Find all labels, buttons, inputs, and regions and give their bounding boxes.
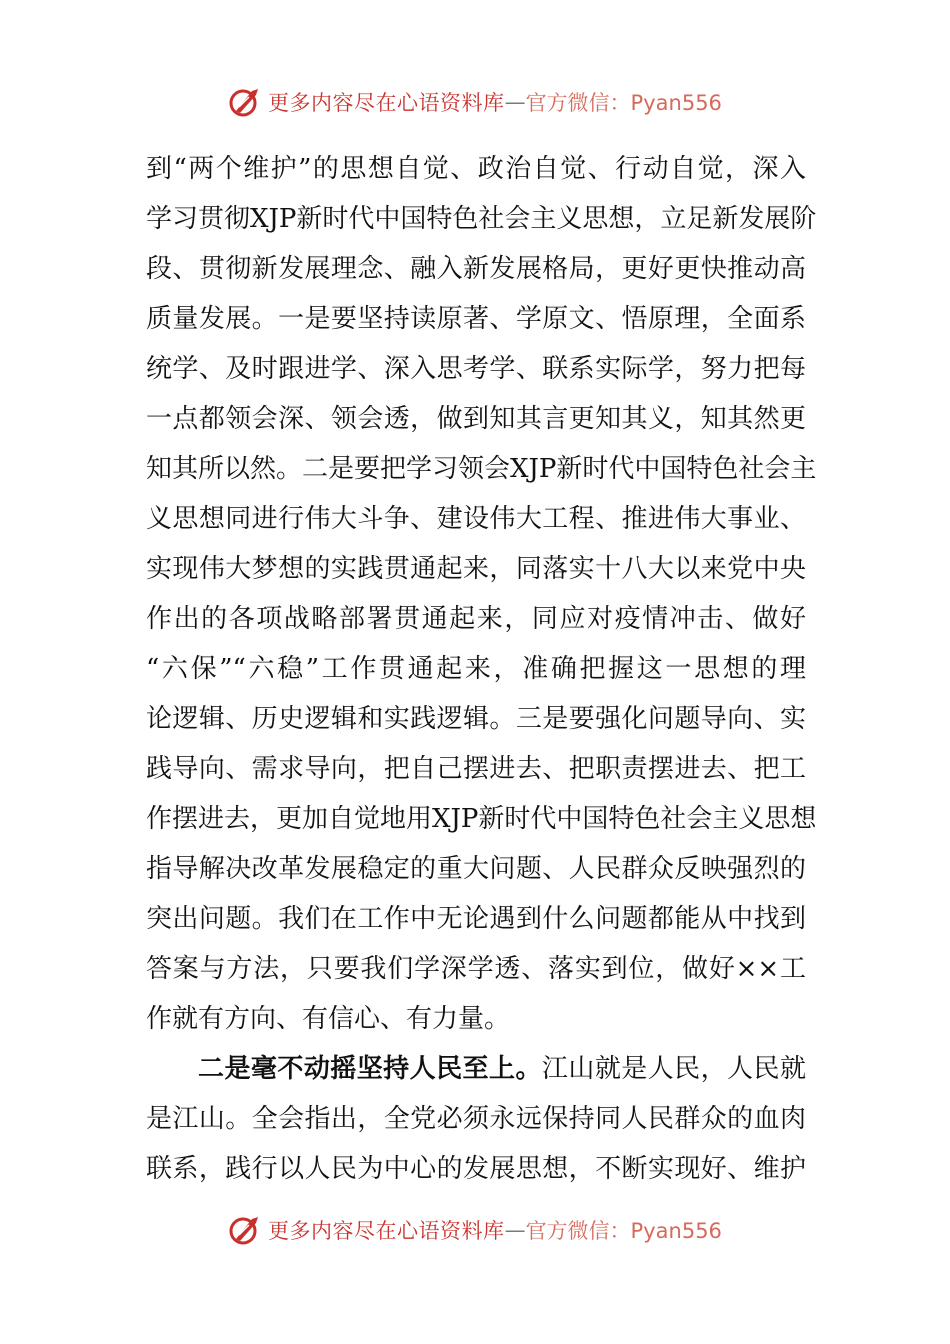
paragraph-2-first-line [146, 1044, 806, 1094]
body-line: 实现伟大梦想的实践贯通起来，同落实十八大以来党中央 [146, 554, 806, 584]
body-line: 一点都领会深、领会透，做到知其言更知其义，知其然更 [146, 404, 806, 434]
body-line: 作出的各项战略部署贯通起来，同应对疫情冲击、做好 [146, 604, 806, 634]
footer-banner-separator: — [504, 1218, 526, 1242]
body-line: “六保”“六稳”工作贯通起来，准确把握这一思想的理 [146, 654, 806, 684]
body-line: 践导向、需求导向，把自己摆进去、把职责摆进去、把工 [146, 754, 806, 784]
body-line: 段、贯彻新发展理念、融入新发展格局，更好更快推动高 [146, 254, 806, 284]
quill-pen-logo-icon [228, 1213, 262, 1247]
body-line: 指导解决改革发展稳定的重大问题、人民群众反映强烈的 [146, 854, 806, 884]
body-line: 义思想同进行伟大斗争、建设伟大工程、推进伟大事业、 [146, 504, 806, 534]
footer-banner-contact: 官方微信：Pyan556 [525, 1219, 722, 1243]
body-line: 作就有方向、有信心、有力量。 [146, 1004, 511, 1034]
body-line: 质量发展。一是要坚持读原著、学原文、悟原理，全面系 [146, 304, 806, 334]
body-line: 作摆进去，更加自觉地用XJP新时代中国特色社会主义思想 [146, 804, 817, 834]
body-line: 统学、及时跟进学、深入思考学、联系实际学，努力把每 [146, 354, 806, 384]
footer-banner-text: 更多内容尽在心语资料库 [268, 1219, 505, 1243]
header-banner [0, 82, 950, 122]
body-line: 知其所以然。二是要把学习领会XJP新时代中国特色社会主 [146, 454, 817, 484]
body-line: 突出问题。我们在工作中无论遇到什么问题都能从中找到 [146, 904, 806, 934]
footer-banner [0, 1210, 950, 1250]
body-line: 是江山。全会指出，全党必须永远保持同人民群众的血肉 [146, 1104, 806, 1134]
quill-pen-logo-icon [228, 85, 262, 119]
body-line: 联系，践行以人民为中心的发展思想，不断实现好、维护 [146, 1154, 806, 1184]
header-banner-text: 更多内容尽在心语资料库 [268, 91, 505, 115]
body-line: 学习贯彻XJP新时代中国特色社会主义思想，立足新发展阶 [146, 204, 817, 234]
body-line: 论逻辑、历史逻辑和实践逻辑。三是要强化问题导向、实 [146, 704, 806, 734]
paragraph-2-heading: 二是毫不动摇坚持人民至上。 [198, 1054, 542, 1084]
body-line: 到“两个维护”的思想自觉、政治自觉、行动自觉，深入 [146, 154, 806, 184]
document-body [146, 144, 817, 1194]
body-line: 答案与方法，只要我们学深学透、落实到位，做好××工 [146, 954, 806, 984]
header-banner-contact: 官方微信：Pyan556 [525, 91, 722, 115]
header-banner-separator: — [504, 90, 526, 114]
paragraph-2-first-rest: 江山就是人民，人民就 [541, 1054, 806, 1084]
